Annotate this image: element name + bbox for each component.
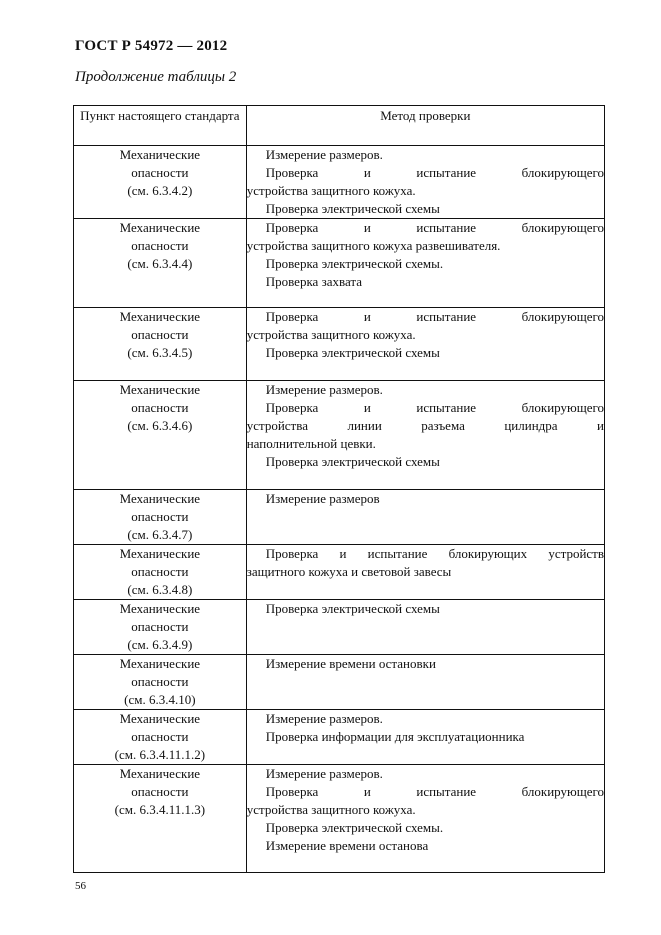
- column-header-clause: Пункт настоящего стандарта: [74, 106, 247, 146]
- clause-line: опасности: [131, 784, 189, 799]
- clause-line: Механические: [119, 220, 201, 235]
- clause-line: (см. 6.3.4.5): [127, 345, 193, 360]
- clause-cell: [74, 490, 247, 545]
- clause-line: Механические: [119, 601, 201, 616]
- method-line: Измерение размеров.: [265, 766, 383, 781]
- method-line: Проверка электрической схемы: [265, 454, 440, 469]
- method-line: Проверка электрической схемы.: [265, 820, 444, 835]
- method-line: наполнительной цевки.: [246, 436, 376, 451]
- table-row: [74, 381, 605, 490]
- verification-table: [73, 105, 605, 873]
- clause-cell: [74, 600, 247, 655]
- clause-cell: [74, 308, 247, 381]
- clause-cell: [74, 219, 247, 308]
- table-row: [74, 545, 605, 600]
- table-row: [74, 219, 605, 308]
- method-line: Проверка и испытание блокирующего: [265, 309, 604, 324]
- clause-line: Механические: [119, 546, 201, 561]
- method-line: Измерение размеров.: [265, 711, 383, 726]
- clause-line: опасности: [131, 619, 189, 634]
- clause-line: (см. 6.3.4.8): [127, 582, 193, 597]
- method-line: Измерение размеров.: [265, 382, 383, 397]
- method-cell: [246, 219, 604, 308]
- method-line: Проверка электрической схемы: [265, 201, 440, 216]
- table-row: [74, 490, 605, 545]
- table-row: [74, 146, 605, 219]
- method-line: Проверка захвата: [265, 274, 362, 289]
- method-line: защитного кожуха и световой завесы: [246, 564, 452, 579]
- method-cell: [246, 545, 604, 600]
- clause-line: опасности: [131, 400, 189, 415]
- table-row: [74, 308, 605, 381]
- clause-line: опасности: [131, 729, 189, 744]
- clause-line: Механические: [119, 656, 201, 671]
- clause-line: (см. 6.3.4.11.1.3): [114, 802, 206, 817]
- clause-line: Механические: [119, 147, 201, 162]
- clause-line: Механические: [119, 309, 201, 324]
- method-line: Проверка и испытание блокирующего: [265, 220, 604, 235]
- table-row: [74, 655, 605, 710]
- clause-line: (см. 6.3.4.10): [124, 692, 196, 707]
- method-cell: [246, 490, 604, 545]
- clause-line: (см. 6.3.4.6): [127, 418, 193, 433]
- clause-cell: [74, 765, 247, 873]
- table-body: [74, 146, 605, 873]
- clause-line: (см. 6.3.4.7): [127, 527, 193, 542]
- method-line: Проверка и испытание блокирующих устройств: [265, 546, 604, 561]
- method-line: Проверка и испытание блокирующего: [265, 784, 604, 799]
- method-cell: [246, 600, 604, 655]
- method-cell: [246, 146, 604, 219]
- clause-line: опасности: [131, 327, 189, 342]
- clause-cell: [74, 545, 247, 600]
- method-line: Проверка и испытание блокирующего: [265, 400, 604, 415]
- clause-cell: [74, 381, 247, 490]
- clause-line: Механические: [119, 382, 201, 397]
- clause-line: опасности: [131, 165, 189, 180]
- method-line: устройства защитного кожуха развешивателя.: [246, 238, 501, 253]
- method-line: устройства защитного кожуха.: [246, 183, 416, 198]
- method-line: Измерение размеров: [265, 491, 380, 506]
- table-header-row: [74, 106, 605, 146]
- table-row: [74, 765, 605, 873]
- clause-cell: [74, 655, 247, 710]
- method-line: Измерение времени останова: [265, 838, 429, 853]
- clause-cell: [74, 710, 247, 765]
- method-line: Измерение времени остановки: [265, 656, 436, 671]
- clause-line: опасности: [131, 674, 189, 689]
- column-header-method: Метод проверки: [246, 106, 604, 146]
- method-line: устройства защитного кожуха.: [246, 327, 416, 342]
- page-number: 56: [75, 880, 86, 892]
- clause-line: Механические: [119, 711, 201, 726]
- clause-line: Механические: [119, 491, 201, 506]
- clause-line: опасности: [131, 509, 189, 524]
- method-line: Проверка информации для эксплуатационника: [265, 729, 525, 744]
- clause-line: опасности: [131, 564, 189, 579]
- method-line: Измерение размеров.: [265, 147, 383, 162]
- document-header: ГОСТ Р 54972 — 2012: [75, 38, 228, 54]
- method-cell: [246, 308, 604, 381]
- method-line: Проверка электрической схемы: [265, 345, 440, 360]
- method-line: устройства защитного кожуха.: [246, 802, 416, 817]
- clause-line: Механические: [119, 766, 201, 781]
- method-line: устройства линии разъема цилиндра и: [246, 418, 604, 433]
- method-cell: [246, 655, 604, 710]
- clause-line: (см. 6.3.4.2): [127, 183, 193, 198]
- table-row: [74, 710, 605, 765]
- method-line: Проверка и испытание блокирующего: [265, 165, 604, 180]
- method-cell: [246, 381, 604, 490]
- clause-cell: [74, 146, 247, 219]
- clause-line: (см. 6.3.4.11.1.2): [114, 747, 206, 762]
- method-line: Проверка электрической схемы.: [265, 256, 444, 271]
- method-cell: [246, 765, 604, 873]
- table-caption: Продолжение таблицы 2: [75, 69, 237, 85]
- table-row: [74, 600, 605, 655]
- clause-line: опасности: [131, 238, 189, 253]
- clause-line: (см. 6.3.4.4): [127, 256, 193, 271]
- clause-line: (см. 6.3.4.9): [127, 637, 193, 652]
- method-line: Проверка электрической схемы: [265, 601, 440, 616]
- method-cell: [246, 710, 604, 765]
